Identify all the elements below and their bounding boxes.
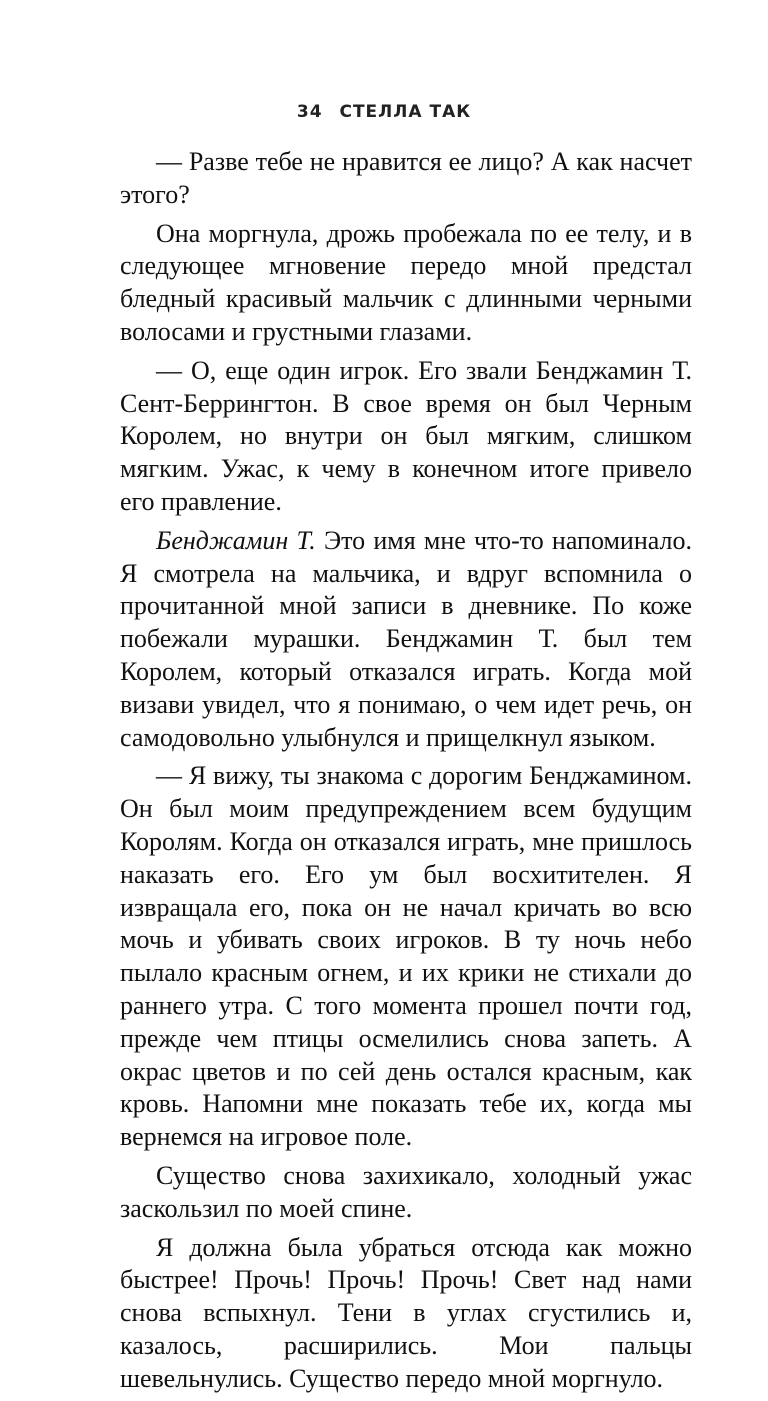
paragraph: Существо снова захихикало, холодный ужас заскользил по моей спине. <box>120 1160 692 1223</box>
paragraph: Я должна была убраться отсюда как можно быстрее! Прочь! Прочь! Прочь! Свет над нами снова вспыхнул. Тени в углах сгустились и, казалось, расширились. Мои пальцы шевельнулись. Существо передо мной моргнуло. <box>120 1232 692 1393</box>
page-number: 34 <box>296 102 323 122</box>
paragraph-text: Это имя мне что-то напоминало. Я смотрела на мальчика, и вдруг вспомнила о прочитанной мной записи в дневнике. По коже побежали мурашки. Бенджамин Т. был тем Королем, который отказался играть. Когда мой визави увидел, что я понимаю, о чем идет речь, он самодовольно улыбнулся и прищелкнул языком. <box>120 525 692 752</box>
paragraph: — О, еще один игрок. Его звали Бенджамин Т. Сент-Беррингтон. В свое время он был Черным Королем, но внутри он был мягким, слишком мягким. Ужас, к чему в конечном итоге привело его правление. <box>120 355 692 516</box>
paragraph: — Разве тебе не нравится ее лицо? А как насчет этого? <box>120 147 692 209</box>
paragraph <box>120 525 692 755</box>
running-header <box>0 102 768 122</box>
running-title: СТЕЛЛА ТАК <box>339 102 472 122</box>
body-text <box>120 146 692 1401</box>
paragraph: — Я вижу, ты знакома с дорогим Бенджамином. Он был моим предупреждением всем будущим Королям. Когда он отказался играть, мне пришлось наказать его. Его ум был восхитителен. Я извращала его, пока он не начал кричать во всю мочь и убивать своих игроков. В ту ночь небо пылало красным огнем, и их крики не стихали до раннего утра. С того момента прошел почти год, прежде чем птицы осмелились снова запеть. А окрас цветов и по сей день остался красным, как кровь. Напомни мне показать тебе их, когда мы вернемся на игровое поле. <box>120 761 692 1152</box>
italic-name: Бенджамин Т. <box>156 525 316 555</box>
paragraph: Она моргнула, дрожь пробежала по ее телу, и в следующее мгновение передо мной предстал бледный красивый мальчик с длинными черными волосами и грустными глазами. <box>120 218 692 346</box>
